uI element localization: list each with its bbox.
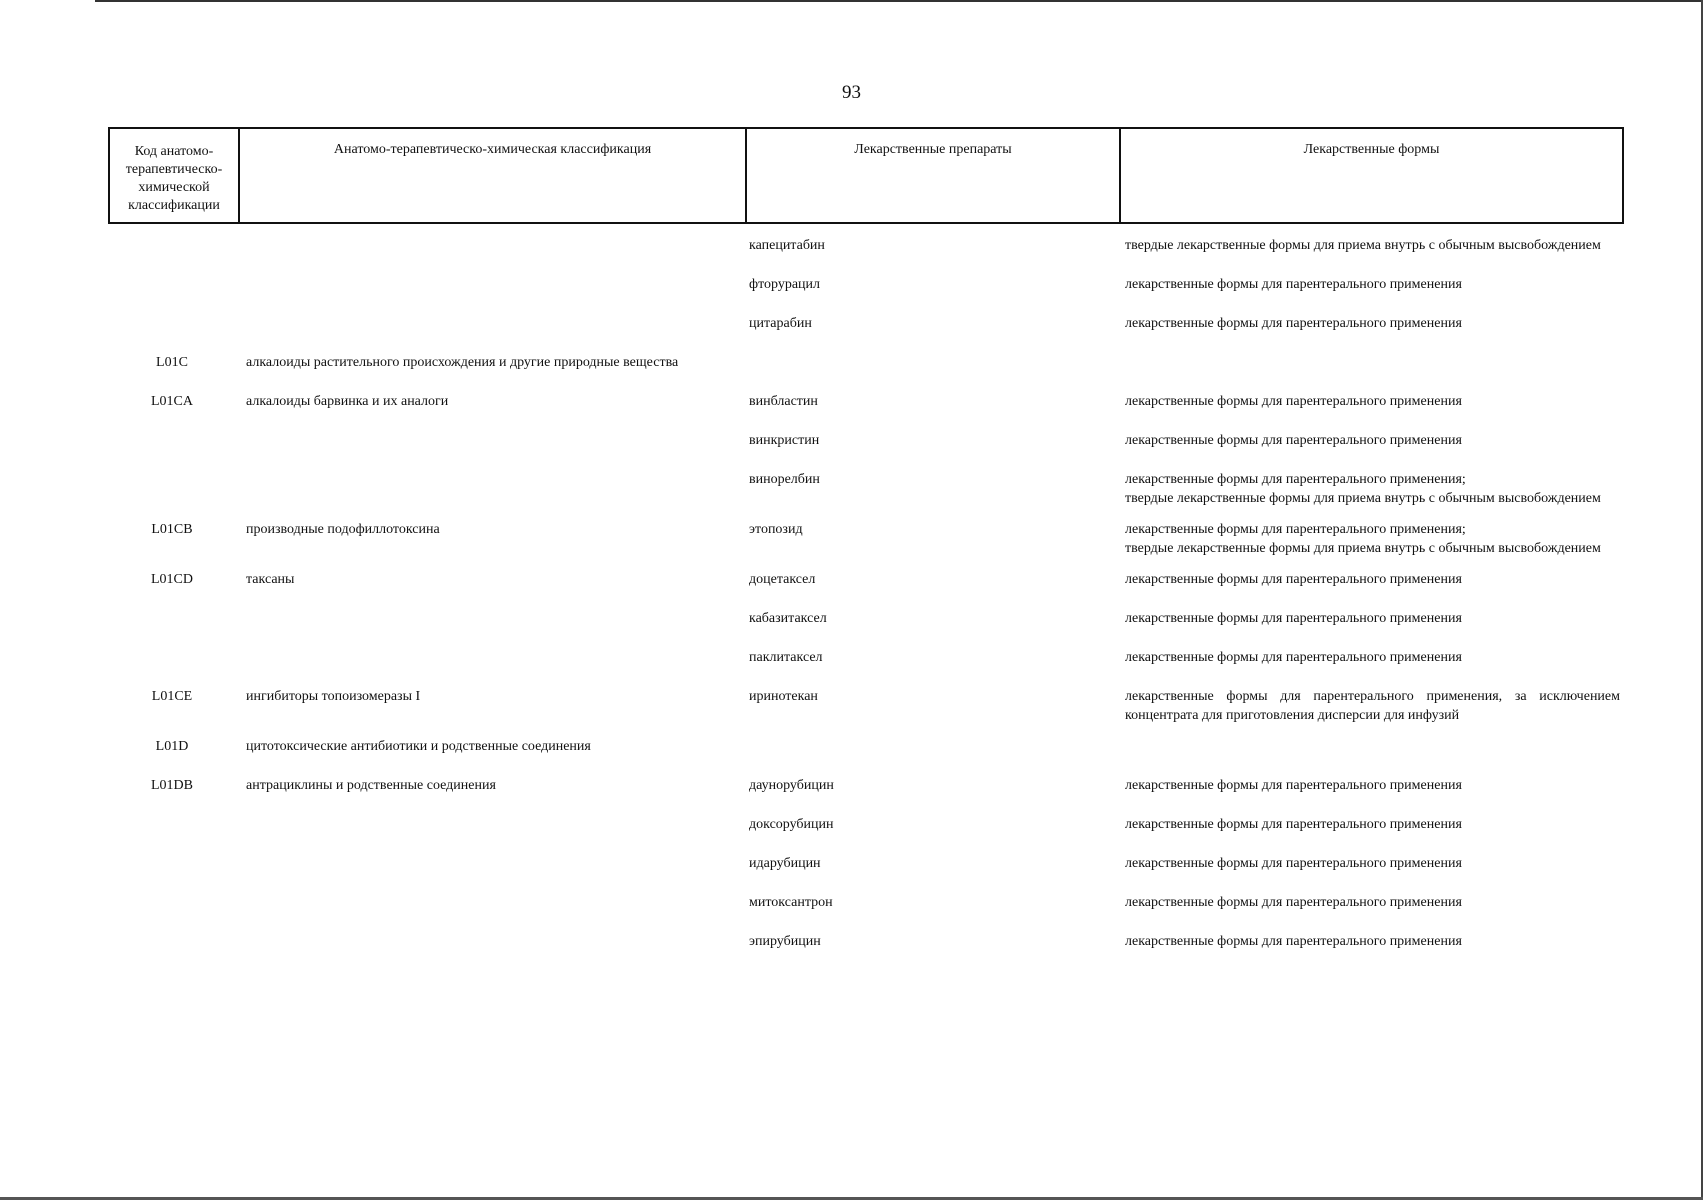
table-row xyxy=(108,224,1624,263)
classification-cell: алкалоиды барвинка и их аналоги xyxy=(246,394,449,409)
dosage-form-text: лекарственные формы для парентерального применения, за исключением концентрата для приготовления дисперсии для инфузий xyxy=(1125,689,1620,723)
classification-cell xyxy=(236,648,743,675)
classification-cell xyxy=(236,236,743,263)
drug-name-cell: доцетаксел xyxy=(749,572,816,587)
atc-code-cell xyxy=(108,275,236,302)
dosage-form-text: лекарственные формы для парентерального применения xyxy=(1125,856,1462,871)
dosage-form-text: лекарственные формы для парентерального применения xyxy=(1125,316,1462,331)
atc-code-cell xyxy=(108,648,236,675)
header-code: Код анатомо-терапевтическо-химической классификации xyxy=(125,144,223,213)
dosage-forms-cell xyxy=(1117,687,1624,725)
dosage-forms-cell xyxy=(1117,776,1624,803)
drug-name-cell: капецитабин xyxy=(749,238,825,253)
classification-cell xyxy=(236,470,743,508)
drug-name-cell: винорелбин xyxy=(749,472,820,487)
atc-code-cell xyxy=(108,893,236,920)
dosage-forms-cell xyxy=(1117,893,1624,920)
drug-name-cell: фторурацил xyxy=(749,277,821,292)
dosage-form-text: лекарственные формы для парентерального применения xyxy=(1125,611,1462,626)
dosage-forms-cell xyxy=(1117,353,1624,380)
atc-code-cell xyxy=(108,854,236,881)
dosage-form-text: лекарственные формы для парентерального применения xyxy=(1125,650,1462,665)
table-row xyxy=(108,341,1624,380)
drug-name-cell: паклитаксел xyxy=(749,650,823,665)
dosage-form-text: лекарственные формы для парентерального применения xyxy=(1125,895,1462,910)
dosage-forms-cell xyxy=(1117,275,1624,302)
table-header xyxy=(108,127,1624,224)
dosage-form-text: лекарственные формы для парентерального применения; xyxy=(1125,472,1466,487)
dosage-form-text: лекарственные формы для парентерального применения xyxy=(1125,433,1462,448)
header-forms: Лекарственные формы xyxy=(1119,129,1622,222)
drug-name-cell: эпирубицин xyxy=(749,934,821,949)
dosage-forms-cell xyxy=(1117,431,1624,458)
scan-edge-top xyxy=(95,0,1703,2)
table-row xyxy=(108,636,1624,675)
table-row xyxy=(108,419,1624,458)
classification-cell: ингибиторы топоизомеразы I xyxy=(246,689,421,704)
drug-name-cell: идарубицин xyxy=(749,856,821,871)
drug-name-cell: доксорубицин xyxy=(749,817,834,832)
atc-code-cell xyxy=(108,236,236,263)
classification-cell xyxy=(236,275,743,302)
classification-cell: производные подофиллотоксина xyxy=(246,522,440,537)
dosage-form-text: твердые лекарственные формы для приема внутрь с обычным высвобождением xyxy=(1125,238,1601,253)
table-row xyxy=(108,675,1624,725)
atc-code-cell xyxy=(108,314,236,341)
dosage-forms-cell xyxy=(1117,520,1624,558)
classification-cell xyxy=(236,609,743,636)
atc-code-cell: L01CB xyxy=(151,522,193,537)
dosage-form-text: твердые лекарственные формы для приема внутрь с обычным высвобождением xyxy=(1125,491,1601,506)
table-row xyxy=(108,881,1624,920)
drug-name-cell: иринотекан xyxy=(749,689,818,704)
dosage-forms-cell xyxy=(1117,854,1624,881)
classification-cell xyxy=(236,431,743,458)
classification-cell xyxy=(236,314,743,341)
dosage-form-text: лекарственные формы для парентерального применения xyxy=(1125,817,1462,832)
table-row xyxy=(108,725,1624,764)
atc-code-cell: L01CE xyxy=(151,689,193,704)
dosage-forms-cell xyxy=(1117,609,1624,636)
table-row xyxy=(108,508,1624,558)
atc-code-cell xyxy=(108,609,236,636)
table-row xyxy=(108,263,1624,302)
drug-name-cell: винбластин xyxy=(749,394,818,409)
atc-code-cell: L01C xyxy=(156,355,188,370)
drug-name-cell: даунорубицин xyxy=(749,778,834,793)
atc-code-cell xyxy=(108,932,236,959)
table-row xyxy=(108,803,1624,842)
drug-name-cell: винкристин xyxy=(749,433,820,448)
table-row xyxy=(108,380,1624,419)
dosage-form-text: твердые лекарственные формы для приема внутрь с обычным высвобождением xyxy=(1125,541,1601,556)
dosage-form-text: лекарственные формы для парентерального применения xyxy=(1125,572,1462,587)
dosage-forms-cell xyxy=(1117,737,1624,764)
classification-cell xyxy=(236,932,743,959)
atc-code-cell xyxy=(108,470,236,508)
dosage-forms-cell xyxy=(1117,570,1624,597)
drug-name-cell: этопозид xyxy=(749,522,803,537)
header-classification: Анатомо-терапевтическо-химическая классификация xyxy=(238,129,745,222)
dosage-forms-cell xyxy=(1117,470,1624,508)
classification-cell: антрациклины и родственные соединения xyxy=(246,778,496,793)
classification-cell xyxy=(236,854,743,881)
table-body xyxy=(108,224,1624,959)
table-row xyxy=(108,558,1624,597)
drug-name-cell: цитарабин xyxy=(749,316,812,331)
atc-code-cell: L01CA xyxy=(151,394,193,409)
drug-name-cell: кабазитаксел xyxy=(749,611,827,626)
classification-cell: алкалоиды растительного происхождения и другие природные вещества xyxy=(246,355,679,370)
table-row xyxy=(108,458,1624,508)
dosage-form-text: лекарственные формы для парентерального применения xyxy=(1125,394,1462,409)
dosage-form-text: лекарственные формы для парентерального применения xyxy=(1125,778,1462,793)
drug-name-cell xyxy=(743,353,1117,380)
table-row xyxy=(108,842,1624,881)
classification-cell xyxy=(236,815,743,842)
dosage-forms-cell xyxy=(1117,932,1624,959)
header-drugs: Лекарственные препараты xyxy=(745,129,1119,222)
atc-code-cell: L01DB xyxy=(151,778,193,793)
table-row xyxy=(108,302,1624,341)
drug-name-cell xyxy=(743,737,1117,764)
dosage-forms-cell xyxy=(1117,648,1624,675)
classification-cell: таксаны xyxy=(246,572,295,587)
dosage-form-text: лекарственные формы для парентерального применения xyxy=(1125,277,1462,292)
classification-cell: цитотоксические антибиотики и родственные соединения xyxy=(246,739,591,754)
drug-name-cell: митоксантрон xyxy=(749,895,833,910)
page-number: 93 xyxy=(842,82,861,103)
dosage-form-text: лекарственные формы для парентерального применения; xyxy=(1125,522,1466,537)
atc-code-cell: L01D xyxy=(155,739,189,754)
atc-code-cell: L01CD xyxy=(151,572,193,587)
dosage-forms-cell xyxy=(1117,314,1624,341)
atc-code-cell xyxy=(108,431,236,458)
table-row xyxy=(108,920,1624,959)
table-row xyxy=(108,764,1624,803)
dosage-form-text: лекарственные формы для парентерального применения xyxy=(1125,934,1462,949)
dosage-forms-cell xyxy=(1117,236,1624,263)
atc-code-cell xyxy=(108,815,236,842)
dosage-forms-cell xyxy=(1117,392,1624,419)
table-row xyxy=(108,597,1624,636)
dosage-forms-cell xyxy=(1117,815,1624,842)
classification-cell xyxy=(236,893,743,920)
